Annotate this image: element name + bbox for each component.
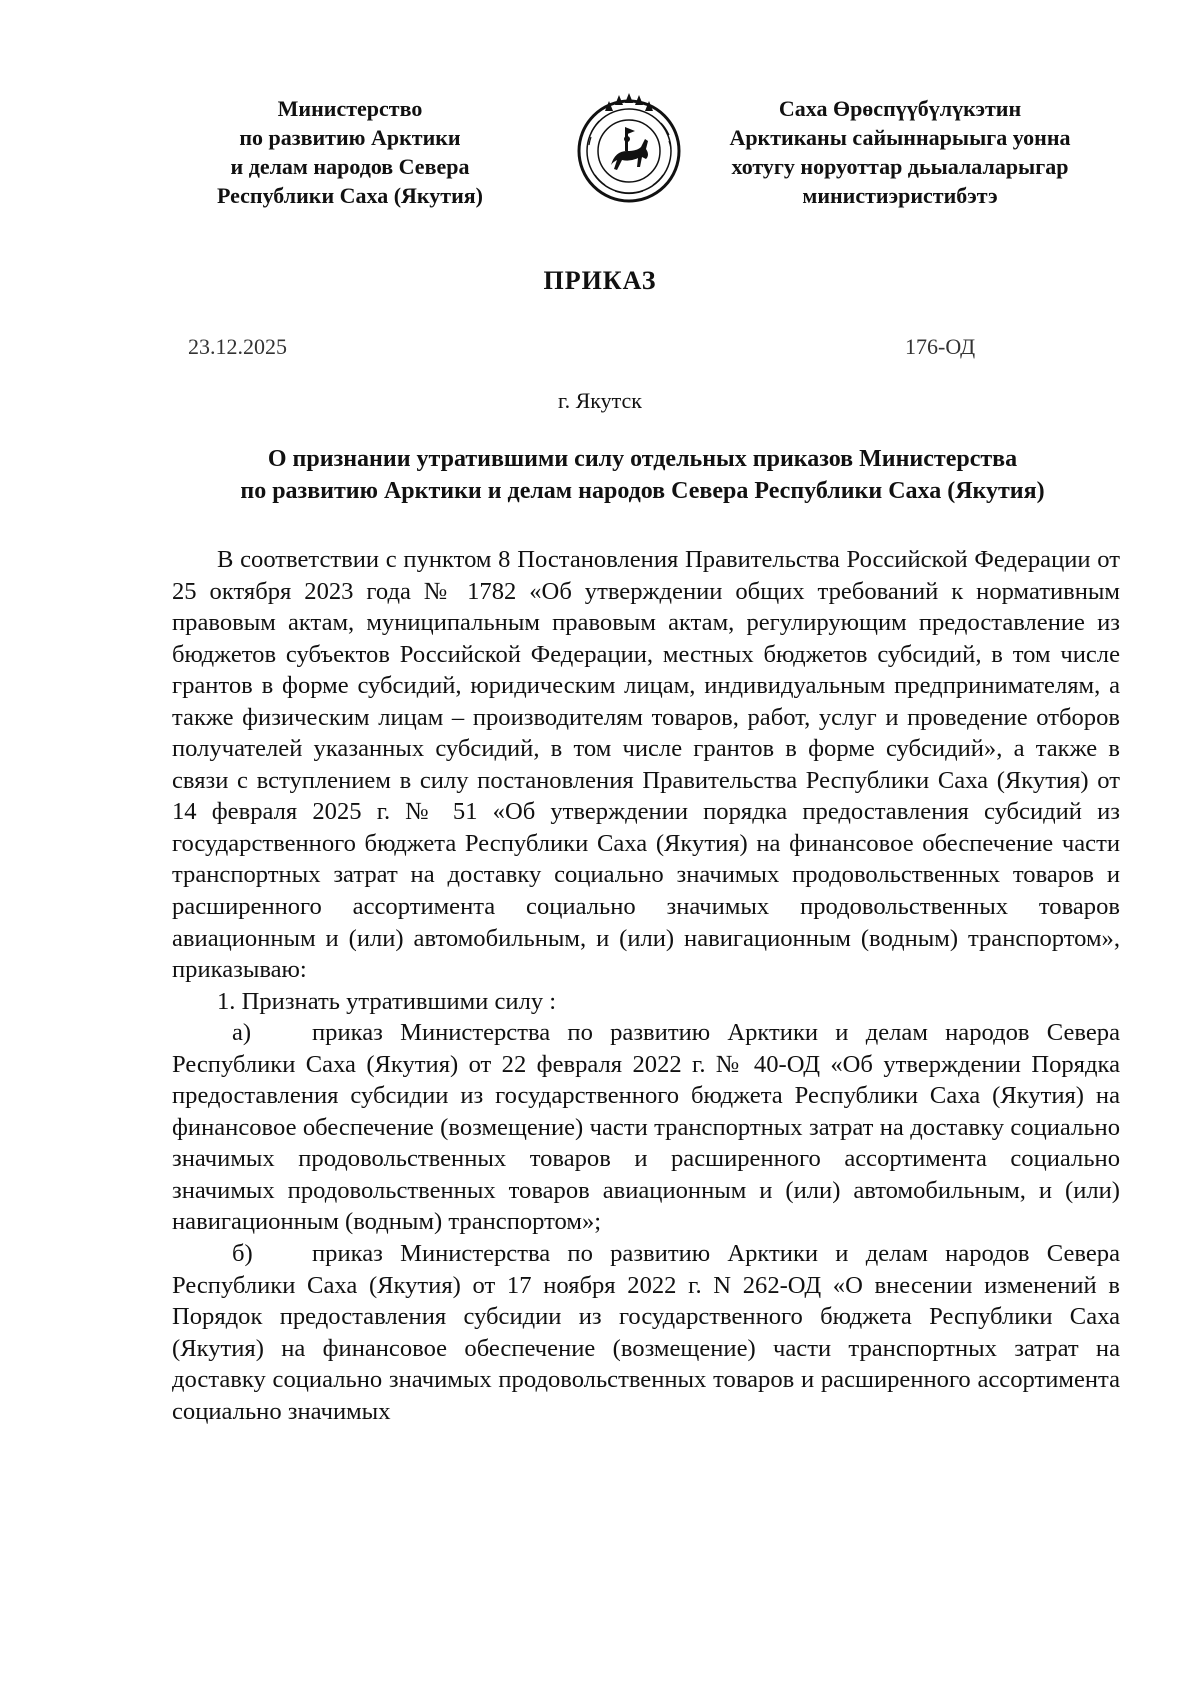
- ministry-name-line: Министерство: [277, 96, 423, 121]
- sub-item-text: приказ Министерства по развитию Арктики и делам народов Севера Республики Саха (Якутия) от 22 февраля 2022 г. № 40-ОД «Об утверждении Порядка предоставления субсидии из государственного бюджета Республики Саха (Якутия) на финансовое обеспечение (возмещение) части транспортных затрат на доставку социально значимых продовольственных товаров и расширенного ассортимента социально значимых продовольственных товаров авиационным и (или) автомобильным, и (или) навигационным (водным) транспортом»;: [172, 1019, 1120, 1236]
- sub-item-label: а): [232, 1019, 252, 1047]
- ministry-name-line: Республики Саха (Якутия): [216, 183, 484, 208]
- sub-item-b: [172, 1238, 1120, 1427]
- coat-of-arms-icon: [575, 93, 683, 205]
- ministry-name-line: министиэристибэтэ: [802, 183, 998, 208]
- ministry-name-line: хотугу норуоттар дьыалаларыгар: [731, 154, 1069, 179]
- item-1-paragraph: 1. Признать утратившими силу :: [217, 987, 557, 1015]
- ministry-name-line: Саха Өрөспүүбүлүкэтин: [778, 96, 1022, 121]
- ministry-name-line: и делам народов Севера: [230, 154, 470, 179]
- order-number: 176-ОД: [905, 334, 976, 359]
- document-type-title: ПРИКАЗ: [543, 266, 657, 295]
- ministry-name-line: по развитию Арктики: [239, 125, 461, 150]
- ministry-name-line: Арктиканы сайыннарыыга уонна: [729, 125, 1071, 150]
- order-subject: [160, 443, 1125, 507]
- order-city: г. Якутск: [558, 388, 642, 413]
- ministry-name-russian: [160, 94, 540, 210]
- order-subject-line: по развитию Арктики и делам народов Севера Республики Саха (Якутия): [240, 478, 1045, 504]
- preamble-paragraph: В соответствии с пунктом 8 Постановления Правительства Российской Федерации от 25 октября 2023 года № 1782 «Об утверждении общих требований к нормативным правовым актам, муниципальным правовым актам, регулирующим предоставление из бюджетов субъектов Российской Федерации, местных бюджетов субсидий, в том числе грантов в форме субсидий, юридическим лицам, индивидуальным предпринимателям, а также физическим лицам – производителям товаров, работ, услуг и проведение отборов получателей указанных субсидий, в том числе грантов в форме субсидий», а также в связи с вступлением в силу постановления Правительства Республики Саха (Якутия) от 14 февраля 2025 г. № 51 «Об утверждении порядка предоставления субсидий из государственного бюджета Республики Саха (Якутия) на финансовое обеспечение части транспортных затрат на доставку социально значимых продовольственных товаров и расширенного ассортимента социально значимых продовольственных товаров авиационным и (или) автомобильным, и (или) навигационным (водным) транспортом», приказываю:: [172, 546, 1120, 984]
- order-date: 23.12.2025: [188, 334, 287, 359]
- sub-item-label: б): [232, 1240, 253, 1268]
- sub-item-a: [172, 1017, 1120, 1238]
- sub-item-text: приказ Министерства по развитию Арктики и делам народов Севера Республики Саха (Якутия) от 17 ноября 2022 г. N 262-ОД «О внесении изменений в Порядок предоставления субсидии из государственного бюджета Республики Саха (Якутия) на финансовое обеспечение (возмещение) части транспортных затрат на доставку социально значимых продовольственных товаров и расширенного ассортимента социально значимых: [172, 1240, 1120, 1425]
- order-body: [172, 544, 1120, 1427]
- order-subject-line: О признании утратившими силу отдельных приказов Министерства: [267, 446, 1018, 472]
- ministry-name-sakha: [700, 94, 1100, 210]
